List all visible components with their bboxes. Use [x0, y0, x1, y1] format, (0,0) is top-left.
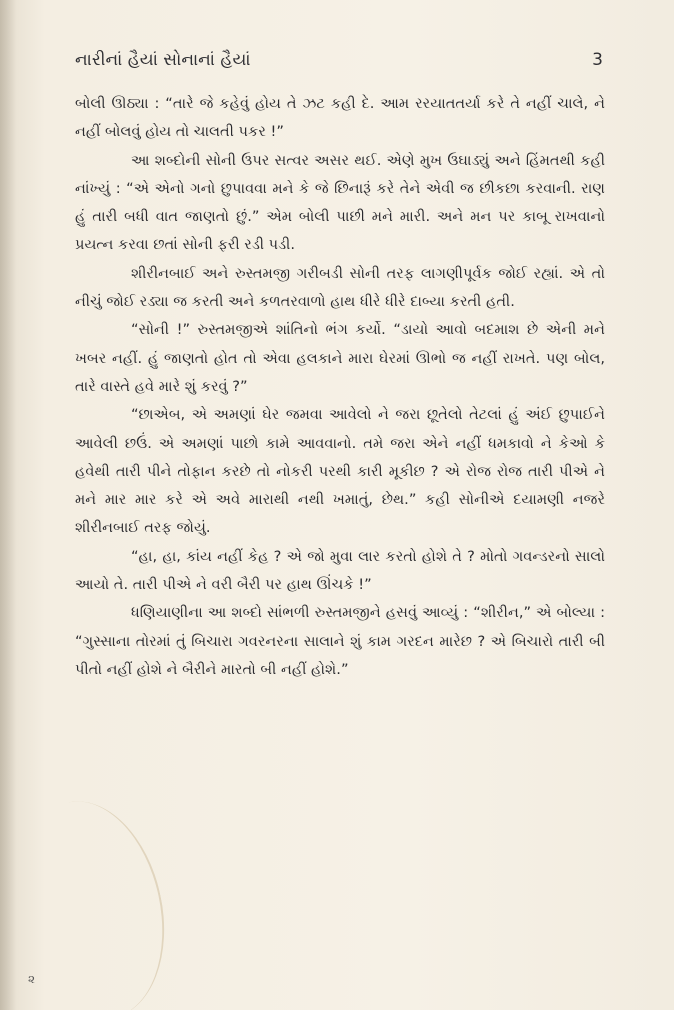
gutter-shadow: [0, 0, 16, 1010]
paragraph-7: ધણિયાણીના આ શબ્દો સાંભળી રુસ્તમજીને હસવું આવ્યું : “શીરીન,” એ બોલ્યા : “ગુસ્સાના તોરમાં તું બિચારા ગવરનરના સાલાને શું કામ ગરદન મારેછ ? એ બિચારો તારી બી પીતો નહીં હોશે ને બૈરીને મારતો બી નહીં હોશે.”: [75, 604, 605, 678]
page-header: [75, 44, 603, 76]
signature-mark: ૨: [28, 972, 36, 986]
paragraph-3: શીરીનબાઈ અને રુસ્તમજી ગરીબડી સોની તરફ લાગણીપૂર્વક જોઈ રહ્યાં. એ તો નીચું જોઈ રડ્યા જ કરતી અને કળતરવાળો હાથ ધીરે ધીરે દાબ્યા કરતી હતી.: [75, 264, 605, 311]
paragraph-5: “છાએબ, એ અમણાં ઘેર જમવા આવેલો ને જરા છૂતેલો તેટલાં હું અંઈ છુપાઈને આવેલી છઉં. એ અમણાં પાછો કામે આવવાનો. તમે જરા એને નહીં ધમકાવો ને કેઓ કે હવેથી તારી પીને તોફાન કરછે તો નોકરી પરથી કારી મૂકીછ ? એ રોજ રોજ તારી પીએ ને મને માર માર કરે એ અવે મારાથી નથી ખમાતું, છેથ.” કહી સોનીએ દયામણી નજરે શીરીનબાઈ તરફ જોયું.: [75, 406, 605, 537]
page-number: 3: [592, 50, 603, 70]
paragraph-1: બોલી ઊઠ્યા : “તારે જે કહેવું હોય તે ઝટ કહી દે. આમ રરયાતતર્યા કરે તે નહીં ચાલે, ને નહીં બોલવું હોય તો ચાલતી પકર !”: [75, 95, 605, 141]
paragraph-2: આ શબ્દોની સોની ઉપર સત્વર અસર થઈ. એણે મુખ ઉઘાડ્યું અને હિંમતથી કહી નાંખ્યું : “એ એનો ગનો છુપાવવા મને કે જે છિનારૂં કરે તેને એવી જ છીકછા કરવાની. રાણ હું તારી બધી વાત જાણતો છું.” એમ બોલી પાછી મને મારી. અને મન પર કાબૂ રાખવાનો પ્રયત્ન કરવા છતાં સોની ફરી રડી પડી.: [75, 151, 605, 254]
running-title: નારીનાં હૈયાં સોનાનાં હૈયાં: [75, 50, 251, 70]
paragraph-4: “સોની !” રુસ્તમજીએ શાંતિનો ભંગ કર્યો. “ડાયો આવો બદમાશ છે એની મને ખબર નહીં. હું જાણતો હોત તો એવા હલકાને મારા ઘેરમાં ઊભો જ નહીં રાખતે. પણ બોલ, તારે વાસ્તે હવે મારે શું કરવું ?”: [75, 321, 605, 395]
body-text: [75, 90, 605, 684]
paragraph-6: “હા, હા, કાંય નહીં કેહ ? એ જો મુવા લાર કરતો હોશે તે ? મોતો ગવન્ડરનો સાલો આયો તે. તારી પીએ ને વરી બૈરી પર હાથ ઊંચકે !”: [75, 547, 605, 594]
